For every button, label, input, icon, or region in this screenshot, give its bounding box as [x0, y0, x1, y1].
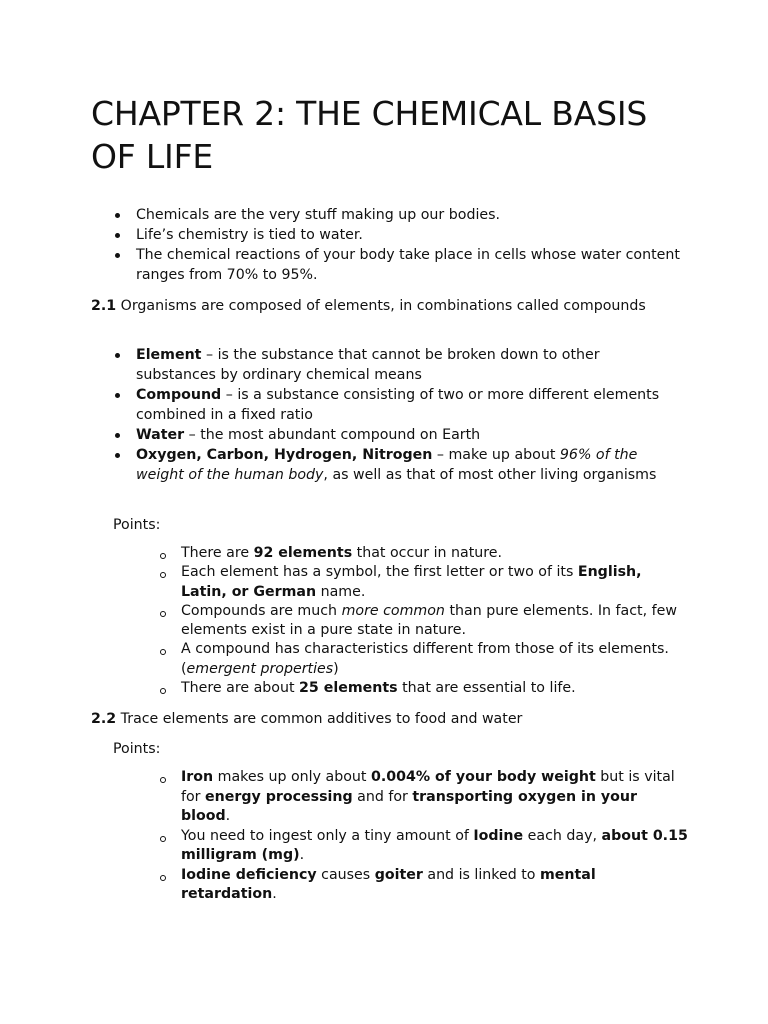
point-bold: about 0.15 milligram (mg) [181, 827, 688, 863]
point-text: name. [316, 583, 366, 600]
point-item [181, 866, 691, 905]
term: Compound [136, 387, 222, 403]
definition-item [136, 345, 676, 385]
point-item [181, 563, 691, 602]
point-item [181, 602, 691, 641]
point-bold: transporting oxygen in your blood [181, 788, 637, 824]
list-item: Life’s chemistry is tied to water. [136, 225, 696, 245]
points-list [181, 544, 691, 698]
point-italic: more common [341, 602, 445, 619]
point-text: Compounds are much [181, 602, 342, 619]
point-bold: Iodine [473, 827, 524, 844]
section-2-1-heading [91, 296, 651, 316]
trace-points-list [181, 768, 691, 905]
point-item [181, 640, 691, 679]
section-heading-text: Organisms are composed of elements, in combinations called compounds [116, 298, 646, 314]
chapter-title: CHAPTER 2: THE CHEMICAL BASIS OF LIFE [91, 94, 648, 176]
definition: – make up about [432, 447, 560, 463]
point-text: causes [316, 866, 375, 883]
point-bold: mental retardation [181, 866, 596, 902]
section-heading-text: Trace elements are common additives to food and water [116, 711, 523, 727]
emphasis: 96% of the weight of the human body [136, 447, 638, 483]
point-text: but is vital for [181, 769, 675, 805]
point-bold: goiter [374, 866, 423, 883]
point-text: Each element has a symbol, the first letter or two of its [181, 564, 578, 581]
term: Oxygen, Carbon, Hydrogen, Nitrogen [136, 447, 433, 463]
point-text: There are about [181, 680, 300, 697]
point-text: each day, [523, 827, 602, 844]
definition-item [136, 425, 676, 445]
definition: – the most abundant compound on Earth [184, 427, 481, 443]
term: Element [136, 347, 202, 363]
point-text: makes up only about [213, 769, 371, 785]
point-text: A compound has characteristics different from those of its elements. ( [181, 641, 669, 677]
point-text: You need to ingest only a tiny amount of [181, 827, 474, 844]
point-text: that are essential to life. [397, 680, 576, 697]
points-label: Points: [113, 517, 161, 533]
point-text: than pure elements. In fact, few elements exist in a pure state in nature. [181, 602, 677, 639]
definition: – is a substance consisting of two or more different elements combined in a fixed ratio [136, 387, 660, 423]
point-bold: energy processing [205, 788, 353, 805]
section-number: 2.2 [91, 711, 117, 727]
points-label: Points: [113, 741, 161, 757]
section-number: 2.1 [91, 298, 117, 314]
point-text: that occur in nature. [352, 545, 503, 561]
point-bold: 25 elements [299, 680, 398, 697]
section-2-2-heading [91, 709, 651, 729]
point-bold: English, Latin, or German [181, 564, 642, 600]
point-item [181, 544, 691, 563]
point-text: . [225, 808, 231, 824]
point-text: . [299, 847, 305, 863]
point-text: There are [181, 545, 254, 561]
point-item [181, 679, 691, 698]
point-bold: Iron [181, 769, 214, 785]
point-text: and for [352, 788, 413, 805]
list-item: Chemicals are the very stuff making up our bodies. [136, 205, 696, 225]
point-bold: 92 elements [253, 545, 353, 561]
point-bold: 0.004% of your body weight [370, 769, 596, 785]
point-italic: emergent properties [186, 660, 334, 677]
point-bold: Iodine deficiency [181, 866, 317, 883]
point-item [181, 768, 691, 827]
definitions-list [136, 345, 676, 485]
definition-item [136, 445, 676, 485]
intro-list [136, 205, 696, 285]
point-text: and is linked to [422, 866, 540, 883]
term: Water [136, 427, 185, 443]
definition: , as well as that of most other living organisms [323, 467, 657, 483]
list-item: The chemical reactions of your body take place in cells whose water content ranges from 70% to 95%. [136, 245, 696, 285]
point-text: ) [333, 660, 339, 677]
point-text: . [272, 886, 277, 902]
definition-item [136, 385, 676, 425]
definition: – is the substance that cannot be broken down to other substances by ordinary chemical means [136, 347, 600, 383]
point-item [181, 827, 691, 866]
